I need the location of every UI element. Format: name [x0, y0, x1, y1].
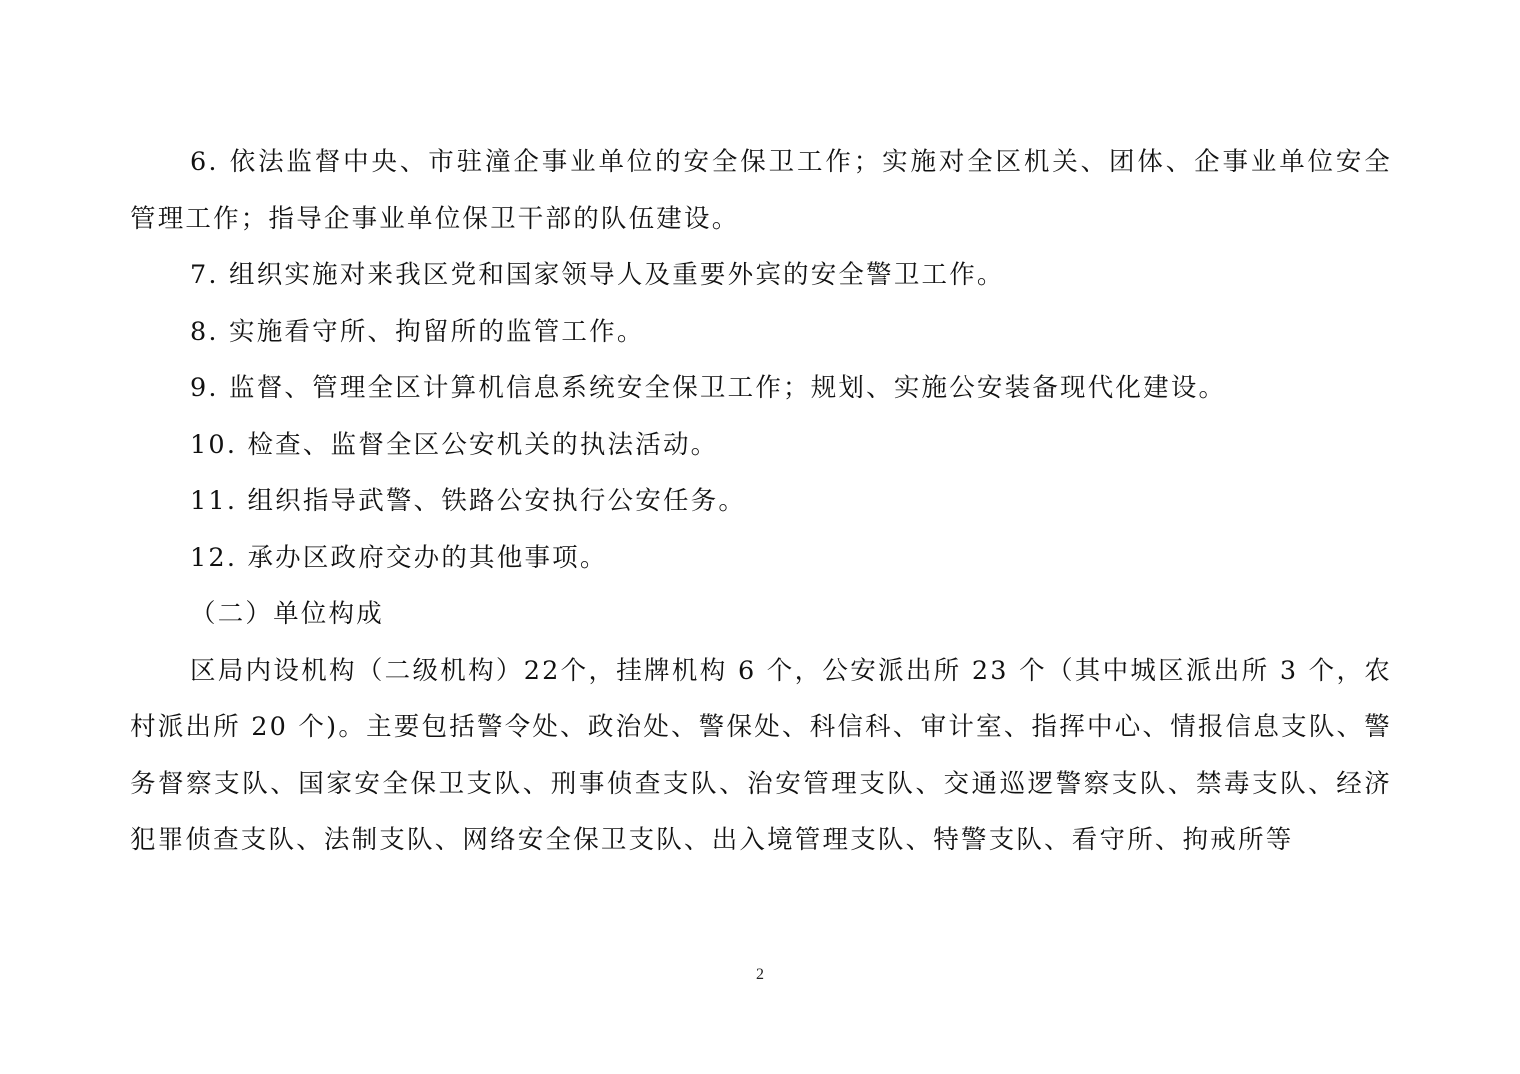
paragraph-item-6: 6. 依法监督中央、市驻潼企事业单位的安全保卫工作；实施对全区机关、团体、企事业单位安全管理工作；指导企事业单位保卫干部的队伍建设。 — [130, 147, 1392, 234]
paragraph-item-9: 9. 监督、管理全区计算机信息系统安全保卫工作；规划、实施公安装备现代化建设。 — [190, 373, 1227, 403]
page-number: 2 — [756, 966, 764, 983]
paragraph-unit-composition: 区局内设机构（二级机构）22个，挂牌机构 6 个，公安派出所 23 个（其中城区派出所 3 个，农村派出所 20 个)。主要包括警令处、政治处、警保处、科信科、审计室、指挥中心、情报信息支队、警务督察支队、国家安全保卫支队、刑事侦查支队、治安管理支队、交通巡逻警察支队、禁毒支队、经济犯罪侦查支队、法制支队、网络安全保卫支队、出入境管理支队、特警支队、看守所、拘戒所等 — [130, 655, 1392, 855]
paragraph-item-12: 12. 承办区政府交办的其他事项。 — [190, 542, 608, 573]
paragraph-item-11: 11. 组织指导武警、铁路公安执行公安任务。 — [190, 486, 747, 516]
paragraph-item-10: 10. 检查、监督全区公安机关的执法活动。 — [190, 429, 719, 460]
section-heading: （二）单位构成 — [190, 599, 384, 629]
paragraph-item-8: 8. 实施看守所、拘留所的监管工作。 — [190, 316, 645, 347]
body-text — [130, 134, 1392, 869]
paragraph-item-7: 7. 组织实施对来我区党和国家领导人及重要外宾的安全警卫工作。 — [190, 260, 1005, 290]
